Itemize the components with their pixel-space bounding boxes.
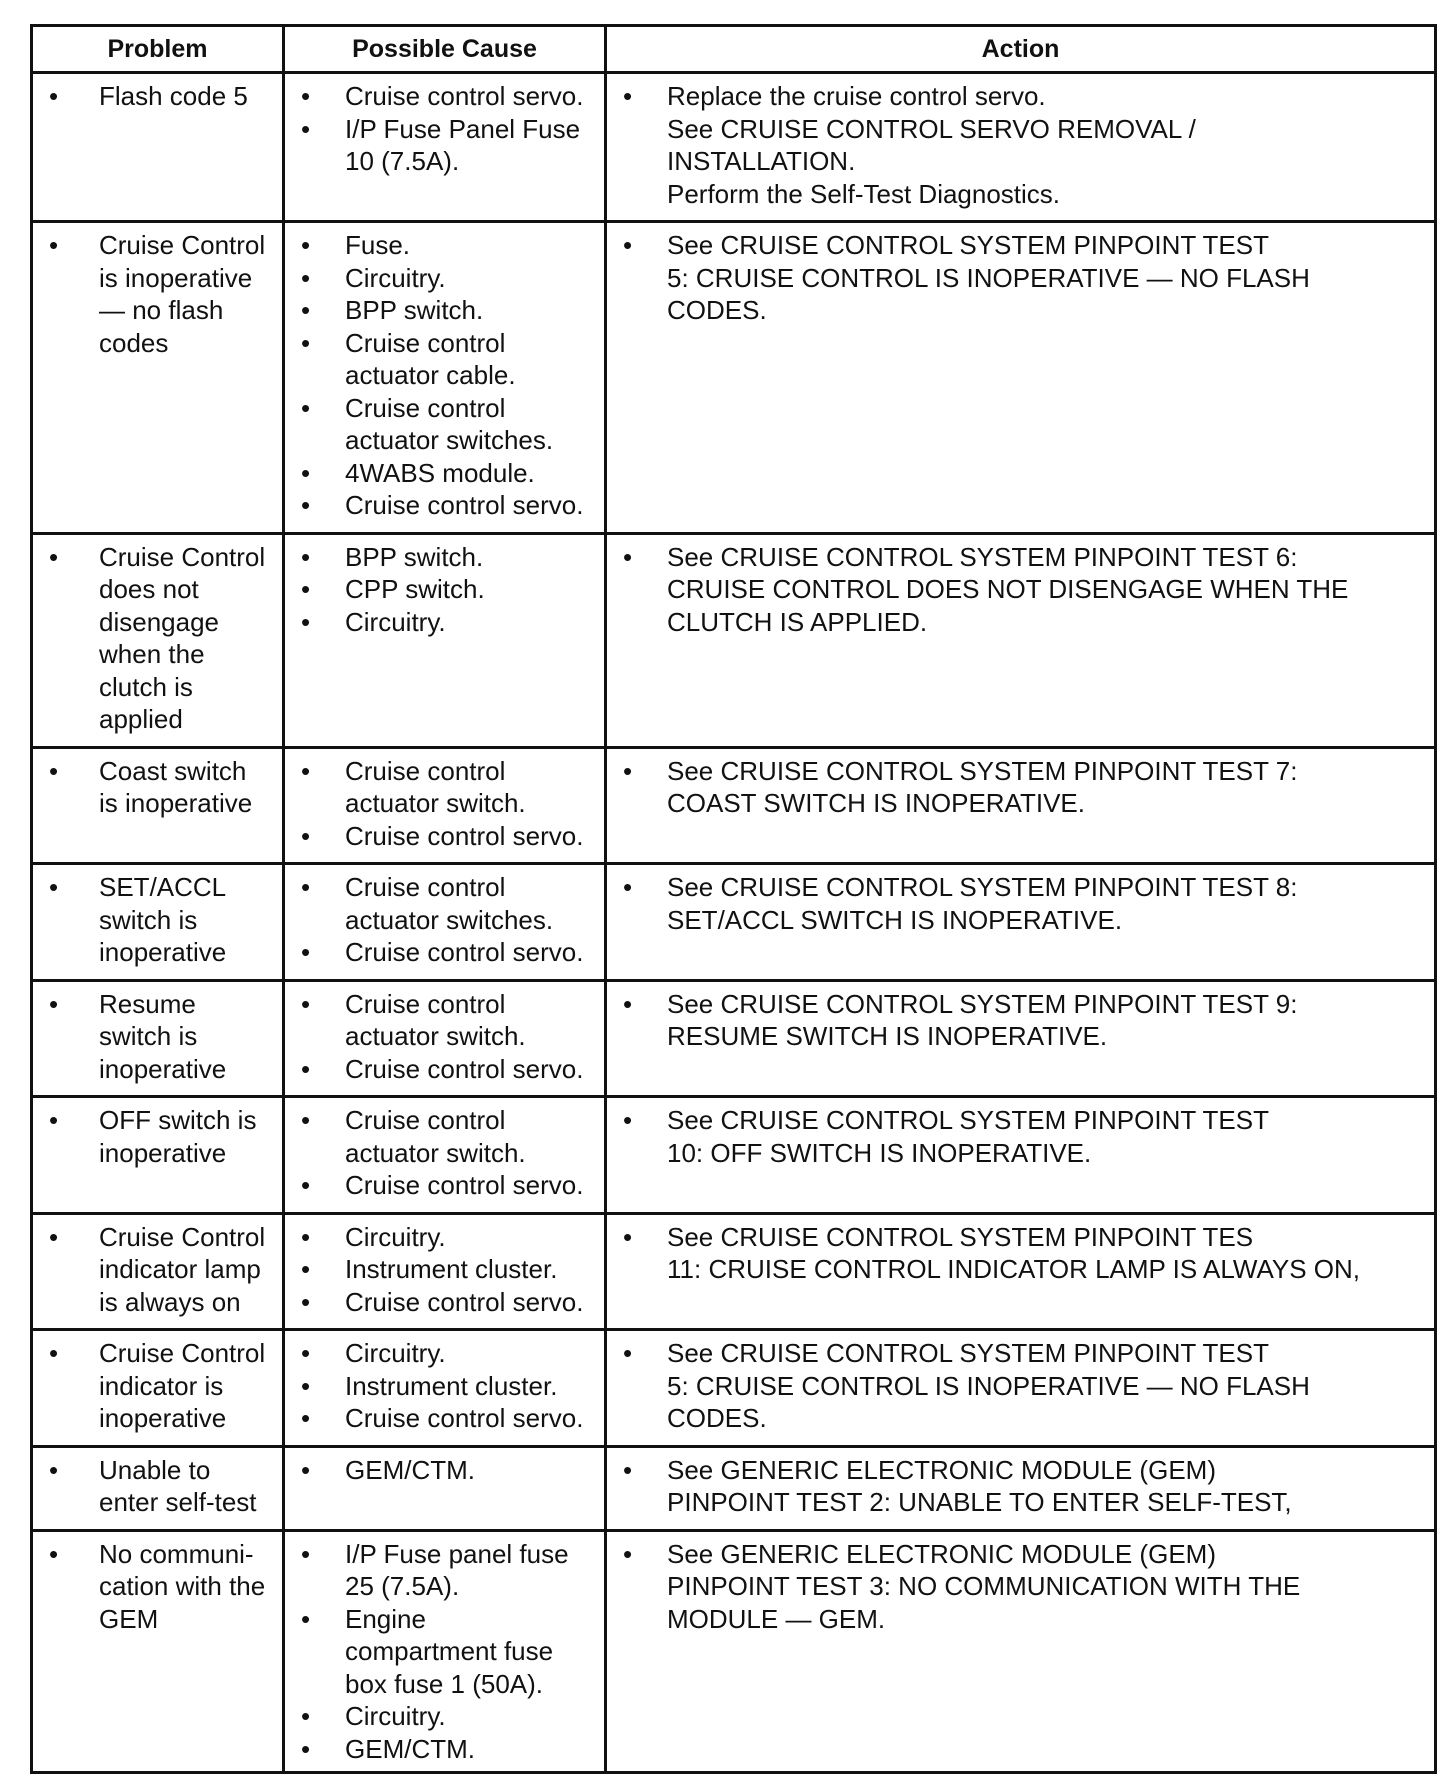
problem-text-line: indicator is bbox=[99, 1370, 224, 1401]
action-text-line: COAST SWITCH IS INOPERATIVE. bbox=[667, 788, 1085, 818]
cause-text-line: • Cruise control bbox=[345, 755, 506, 786]
problem-item bbox=[43, 871, 272, 969]
action-text-line: • See CRUISE CONTROL SYSTEM PINPOINT TES bbox=[667, 1221, 1254, 1252]
cause-item bbox=[295, 1402, 594, 1435]
table-row bbox=[32, 533, 1436, 747]
cause-item bbox=[295, 606, 594, 639]
cause-item bbox=[295, 1454, 594, 1487]
problem-item bbox=[43, 1221, 272, 1319]
cause-item bbox=[295, 327, 594, 392]
cause-text-line: • Cruise control bbox=[345, 1105, 506, 1135]
problem-text-line: • No communi- bbox=[99, 1538, 254, 1569]
header-possible-cause: Possible Cause bbox=[284, 26, 606, 73]
action-text-line: CLUTCH IS APPLIED. bbox=[667, 606, 928, 637]
cause-text-line: • CPP switch. bbox=[345, 574, 485, 604]
cause-item bbox=[295, 1221, 594, 1254]
possible-cause-cell bbox=[284, 1446, 606, 1530]
problem-text-line: switch is bbox=[99, 904, 198, 935]
problem-text-line: when the bbox=[99, 639, 205, 669]
action-text-line: • See CRUISE CONTROL SYSTEM PINPOINT TEST 7: bbox=[667, 755, 1298, 786]
problem-text-line: inoperative bbox=[99, 1053, 227, 1084]
problem-item bbox=[43, 229, 272, 359]
cause-item bbox=[295, 871, 594, 936]
problem-text-line: enter self-test bbox=[99, 1487, 257, 1517]
action-item bbox=[617, 1337, 1424, 1435]
problem-item bbox=[43, 755, 272, 820]
possible-cause-cell bbox=[284, 73, 606, 222]
problem-cell bbox=[32, 222, 284, 534]
problem-text-line: • Flash code 5 bbox=[99, 81, 248, 111]
action-text-line: See CRUISE CONTROL SERVO REMOVAL / bbox=[667, 113, 1196, 144]
cause-text-line: • Cruise control bbox=[345, 872, 506, 902]
cause-text-line: actuator switches. bbox=[345, 425, 554, 455]
action-cell bbox=[606, 747, 1436, 864]
problem-item bbox=[43, 1337, 272, 1435]
action-cell bbox=[606, 1446, 1436, 1530]
problem-text-line: • OFF switch is bbox=[99, 1105, 257, 1135]
cause-item bbox=[295, 113, 594, 178]
cause-item bbox=[295, 1538, 594, 1603]
cause-text-line: • Cruise control bbox=[345, 327, 506, 358]
action-text-line: SET/ACCL SWITCH IS INOPERATIVE. bbox=[667, 904, 1123, 935]
action-cell bbox=[606, 1097, 1436, 1214]
cause-text-line: • Cruise control servo. bbox=[345, 490, 584, 520]
problem-cell bbox=[32, 864, 284, 981]
problem-cell bbox=[32, 1097, 284, 1214]
action-text-line: • Replace the cruise control servo. bbox=[667, 81, 1046, 111]
action-text-line: PINPOINT TEST 2: UNABLE TO ENTER SELF-TEST, bbox=[667, 1487, 1292, 1517]
action-text-line: 10: OFF SWITCH IS INOPERATIVE. bbox=[667, 1137, 1092, 1168]
cause-item bbox=[295, 936, 594, 969]
action-item bbox=[617, 1538, 1424, 1636]
cause-item bbox=[295, 1053, 594, 1086]
cause-item bbox=[295, 1733, 594, 1766]
problem-cell bbox=[32, 533, 284, 747]
possible-cause-cell bbox=[284, 747, 606, 864]
problem-text-line: switch is bbox=[99, 1021, 198, 1051]
table-row bbox=[32, 222, 1436, 534]
cause-text-line: 10 (7.5A). bbox=[345, 146, 460, 176]
cause-item bbox=[295, 1253, 594, 1286]
problem-text-line: is always on bbox=[99, 1286, 241, 1317]
header-action: Action bbox=[606, 26, 1436, 73]
cause-text-line: • 4WABS module. bbox=[345, 457, 535, 488]
cause-text-line: actuator cable. bbox=[345, 360, 516, 390]
cause-item bbox=[295, 392, 594, 457]
table-row bbox=[32, 1213, 1436, 1330]
action-text-line: RESUME SWITCH IS INOPERATIVE. bbox=[667, 1021, 1108, 1051]
table-row bbox=[32, 747, 1436, 864]
problem-text-line: inoperative bbox=[99, 1137, 227, 1168]
table-body bbox=[32, 73, 1436, 1773]
cause-item bbox=[295, 1337, 594, 1370]
problem-text-line: cation with the bbox=[99, 1571, 266, 1601]
cause-text-line: actuator switch. bbox=[345, 788, 526, 818]
cause-item bbox=[295, 1700, 594, 1733]
cause-item bbox=[295, 457, 594, 490]
action-item bbox=[617, 229, 1424, 327]
problem-text-line: GEM bbox=[99, 1603, 159, 1634]
cause-item bbox=[295, 80, 594, 113]
problem-text-line: — no flash bbox=[99, 295, 224, 325]
cause-text-line: • Instrument cluster. bbox=[345, 1254, 558, 1284]
cause-text-line: • Cruise control servo. bbox=[345, 81, 584, 111]
diagnostic-table bbox=[30, 24, 1437, 1774]
action-text-line: • See GENERIC ELECTRONIC MODULE (GEM) bbox=[667, 1538, 1216, 1569]
problem-text-line: • SET/ACCL bbox=[99, 872, 227, 902]
cause-text-line: • Circuitry. bbox=[345, 1338, 446, 1368]
possible-cause-cell bbox=[284, 864, 606, 981]
action-text-line: • See CRUISE CONTROL SYSTEM PINPOINT TEST bbox=[667, 1105, 1269, 1135]
action-cell bbox=[606, 1530, 1436, 1773]
cause-item bbox=[295, 573, 594, 606]
possible-cause-cell bbox=[284, 533, 606, 747]
action-text-line: • See CRUISE CONTROL SYSTEM PINPOINT TEST bbox=[667, 1338, 1269, 1368]
problem-cell bbox=[32, 1446, 284, 1530]
cause-text-line: • Engine bbox=[345, 1603, 426, 1634]
problem-item bbox=[43, 1454, 272, 1519]
action-cell bbox=[606, 864, 1436, 981]
cause-text-line: box fuse 1 (50A). bbox=[345, 1668, 543, 1699]
problem-item bbox=[43, 80, 272, 113]
cause-text-line: actuator switches. bbox=[345, 904, 554, 935]
problem-text-line: • Cruise Control bbox=[99, 1221, 266, 1252]
problem-text-line: inoperative bbox=[99, 937, 227, 967]
cause-text-line: • Cruise control servo. bbox=[345, 1170, 584, 1200]
problem-text-line: applied bbox=[99, 704, 183, 734]
problem-text-line: disengage bbox=[99, 606, 219, 637]
action-text-line: • See GENERIC ELECTRONIC MODULE (GEM) bbox=[667, 1454, 1216, 1485]
cause-item bbox=[295, 1286, 594, 1319]
action-item bbox=[617, 755, 1424, 820]
action-text-line: • See CRUISE CONTROL SYSTEM PINPOINT TEST 6: bbox=[667, 541, 1298, 572]
problem-item bbox=[43, 1104, 272, 1169]
action-cell bbox=[606, 73, 1436, 222]
problem-text-line: inoperative bbox=[99, 1403, 227, 1433]
table-row bbox=[32, 1446, 1436, 1530]
cause-text-line: • Fuse. bbox=[345, 230, 411, 260]
problem-item bbox=[43, 1538, 272, 1636]
cause-text-line: • Cruise control servo. bbox=[345, 1403, 584, 1433]
problem-cell bbox=[32, 1330, 284, 1447]
problem-item bbox=[43, 988, 272, 1086]
problem-cell bbox=[32, 1213, 284, 1330]
cause-item bbox=[295, 1603, 594, 1701]
cause-text-line: • GEM/CTM. bbox=[345, 1733, 475, 1764]
problem-text-line: does not bbox=[99, 574, 199, 604]
action-item bbox=[617, 871, 1424, 936]
cause-text-line: • Circuitry. bbox=[345, 606, 446, 637]
problem-text-line: • Unable to bbox=[99, 1454, 211, 1485]
cause-text-line: 25 (7.5A). bbox=[345, 1571, 460, 1601]
table-row bbox=[32, 980, 1436, 1097]
cause-text-line: • BPP switch. bbox=[345, 541, 484, 572]
cause-item bbox=[295, 489, 594, 522]
possible-cause-cell bbox=[284, 222, 606, 534]
action-cell bbox=[606, 1213, 1436, 1330]
problem-cell bbox=[32, 1530, 284, 1773]
cause-item bbox=[295, 262, 594, 295]
diagnostic-table-page bbox=[30, 24, 1434, 1774]
action-text-line: • See CRUISE CONTROL SYSTEM PINPOINT TEST 8: bbox=[667, 872, 1298, 902]
cause-text-line: • I/P Fuse Panel Fuse bbox=[345, 113, 581, 144]
action-text-line: Perform the Self-Test Diagnostics. bbox=[667, 178, 1061, 209]
cause-text-line: • I/P Fuse panel fuse bbox=[345, 1538, 569, 1569]
action-text-line: 5: CRUISE CONTROL IS INOPERATIVE — NO FLASH bbox=[667, 1370, 1310, 1401]
action-item bbox=[617, 541, 1424, 639]
action-text-line: CODES. bbox=[667, 1403, 767, 1433]
cause-item bbox=[295, 229, 594, 262]
cause-item bbox=[295, 988, 594, 1053]
cause-text-line: • Cruise control bbox=[345, 988, 506, 1019]
problem-text-line: indicator lamp bbox=[99, 1254, 261, 1284]
problem-item bbox=[43, 541, 272, 736]
table-row bbox=[32, 1330, 1436, 1447]
cause-item bbox=[295, 1169, 594, 1202]
table-row bbox=[32, 73, 1436, 222]
cause-text-line: actuator switch. bbox=[345, 1137, 526, 1168]
action-text-line: 11: CRUISE CONTROL INDICATOR LAMP IS ALWAYS ON, bbox=[667, 1254, 1360, 1284]
cause-item bbox=[295, 820, 594, 853]
possible-cause-cell bbox=[284, 1530, 606, 1773]
problem-text-line: • Resume bbox=[99, 988, 196, 1019]
cause-text-line: • Instrument cluster. bbox=[345, 1370, 558, 1401]
action-text-line: CODES. bbox=[667, 295, 767, 325]
action-item bbox=[617, 80, 1424, 210]
action-cell bbox=[606, 1330, 1436, 1447]
table-row bbox=[32, 864, 1436, 981]
problem-cell bbox=[32, 980, 284, 1097]
action-item bbox=[617, 1221, 1424, 1286]
problem-text-line: • Coast switch bbox=[99, 755, 247, 786]
problem-cell bbox=[32, 73, 284, 222]
cause-text-line: • GEM/CTM. bbox=[345, 1454, 475, 1485]
cause-text-line: • Cruise control servo. bbox=[345, 1053, 584, 1084]
problem-cell bbox=[32, 747, 284, 864]
cause-item bbox=[295, 755, 594, 820]
possible-cause-cell bbox=[284, 1330, 606, 1447]
table-row bbox=[32, 1530, 1436, 1773]
action-item bbox=[617, 1104, 1424, 1169]
cause-text-line: • Circuitry. bbox=[345, 1701, 446, 1731]
action-text-line: MODULE — GEM. bbox=[667, 1603, 886, 1634]
cause-item bbox=[295, 1104, 594, 1169]
action-item bbox=[617, 1454, 1424, 1519]
cause-text-line: • Cruise control servo. bbox=[345, 820, 584, 851]
problem-text-line: • Cruise Control bbox=[99, 230, 266, 260]
action-text-line: • See CRUISE CONTROL SYSTEM PINPOINT TEST bbox=[667, 230, 1269, 260]
action-text-line: CRUISE CONTROL DOES NOT DISENGAGE WHEN THE bbox=[667, 574, 1349, 604]
action-text-line: • See CRUISE CONTROL SYSTEM PINPOINT TEST 9: bbox=[667, 988, 1298, 1019]
cause-text-line: • BPP switch. bbox=[345, 295, 484, 325]
cause-text-line: actuator switch. bbox=[345, 1021, 526, 1051]
problem-text-line: clutch is bbox=[99, 671, 193, 702]
possible-cause-cell bbox=[284, 980, 606, 1097]
problem-text-line: • Cruise Control bbox=[99, 1338, 266, 1368]
table-header-row bbox=[32, 26, 1436, 73]
cause-item bbox=[295, 294, 594, 327]
possible-cause-cell bbox=[284, 1213, 606, 1330]
problem-text-line: • Cruise Control bbox=[99, 541, 266, 572]
cause-text-line: • Circuitry. bbox=[345, 262, 446, 293]
cause-text-line: • Circuitry. bbox=[345, 1221, 446, 1252]
cause-item bbox=[295, 541, 594, 574]
action-cell bbox=[606, 222, 1436, 534]
problem-text-line: codes bbox=[99, 327, 169, 358]
possible-cause-cell bbox=[284, 1097, 606, 1214]
problem-text-line: is inoperative bbox=[99, 788, 253, 818]
cause-item bbox=[295, 1370, 594, 1403]
header-problem: Problem bbox=[32, 26, 284, 73]
cause-text-line: • Cruise control servo. bbox=[345, 1286, 584, 1317]
action-cell bbox=[606, 533, 1436, 747]
action-text-line: INSTALLATION. bbox=[667, 146, 856, 176]
cause-text-line: compartment fuse bbox=[345, 1636, 554, 1666]
action-item bbox=[617, 988, 1424, 1053]
action-cell bbox=[606, 980, 1436, 1097]
action-text-line: 5: CRUISE CONTROL IS INOPERATIVE — NO FLASH bbox=[667, 262, 1310, 293]
cause-text-line: • Cruise control bbox=[345, 392, 506, 423]
action-text-line: PINPOINT TEST 3: NO COMMUNICATION WITH THE bbox=[667, 1571, 1301, 1601]
problem-text-line: is inoperative bbox=[99, 262, 253, 293]
cause-text-line: • Cruise control servo. bbox=[345, 937, 584, 967]
table-row bbox=[32, 1097, 1436, 1214]
